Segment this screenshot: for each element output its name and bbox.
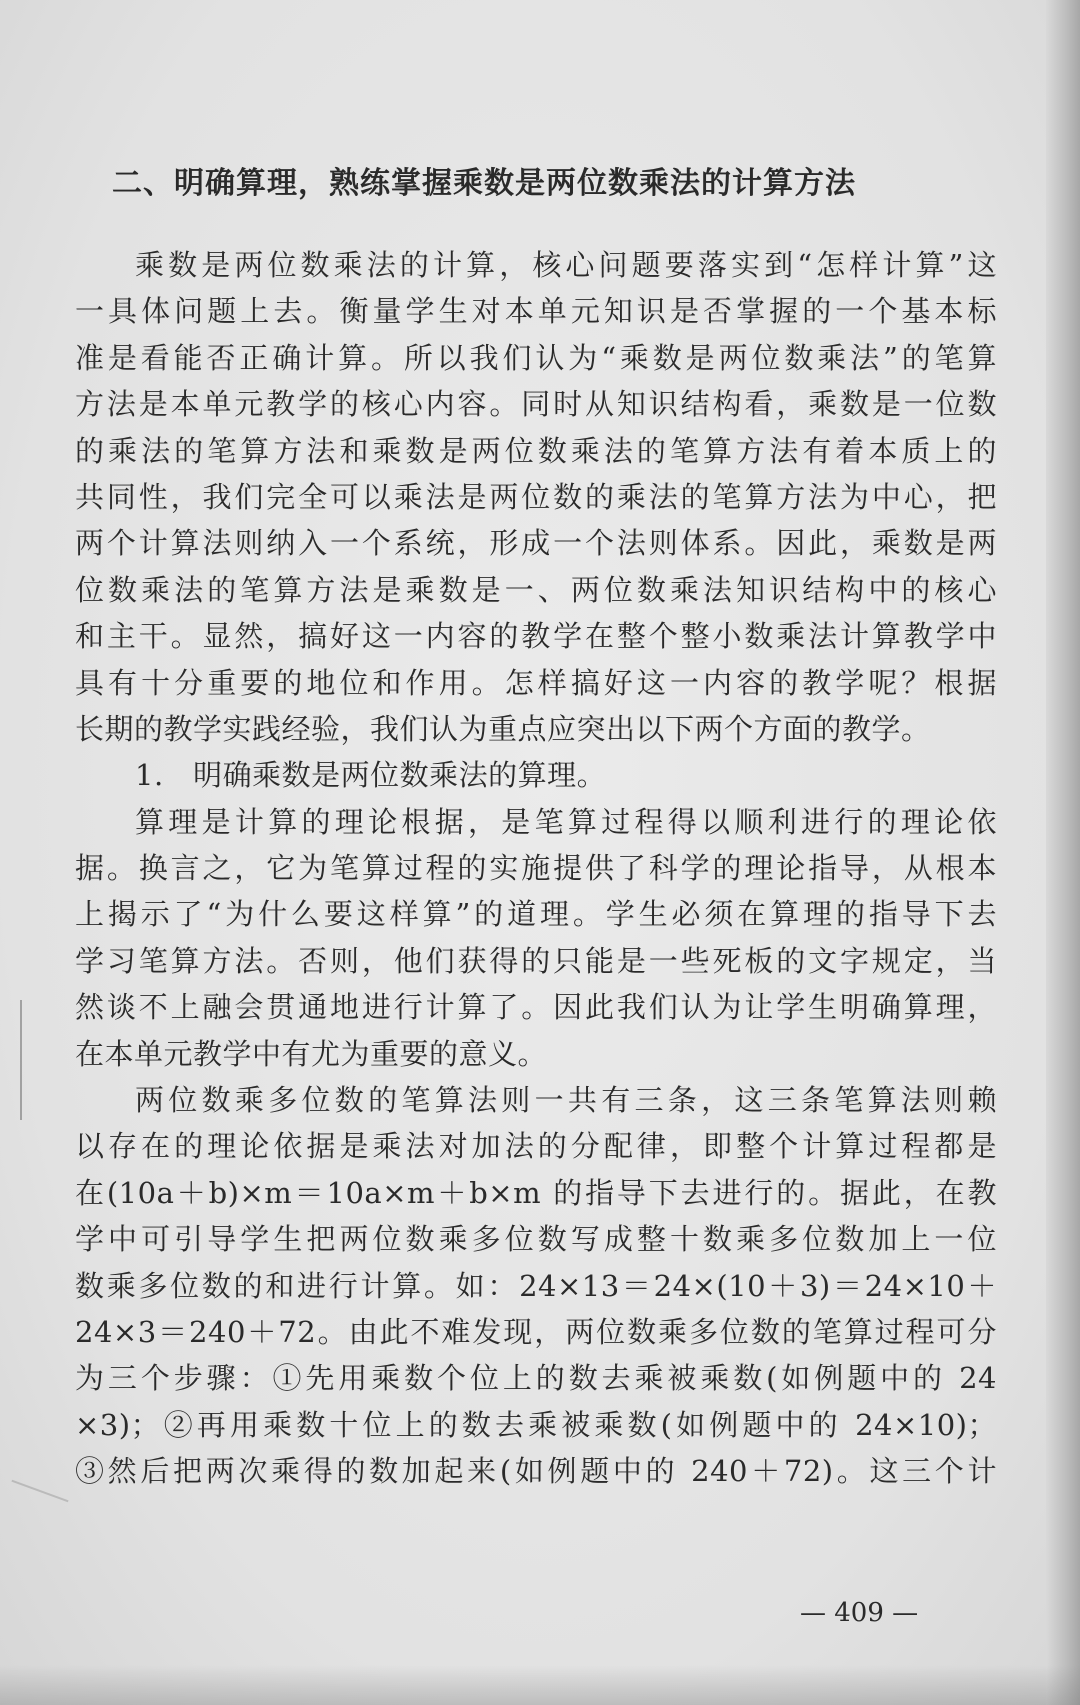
text-line: 数乘多位数的和进行计算。如：24×13＝24×(10＋3)＝24×10＋ xyxy=(75,1268,997,1303)
text-line: 准是看能否正确计算。所以我们认为“乘数是两位数乘法”的笔算 xyxy=(75,340,997,375)
text-line: 据。换言之，它为笔算过程的实施提供了科学的理论指导，从根本 xyxy=(75,851,997,886)
margin-pencil-stroke xyxy=(11,1480,68,1502)
text-line: 具有十分重要的地位和作用。怎样搞好这一内容的教学呢？根据 xyxy=(75,665,997,700)
text-line: 以存在的理论依据是乘法对加法的分配律，即整个计算过程都是 xyxy=(75,1129,997,1164)
text-line: 的乘法的笔算方法和乘数是两位数乘法的笔算方法有着本质上的 xyxy=(75,433,997,468)
text-line: 在(10a＋b)×m＝10a×m＋b×m 的指导下去进行的。据此，在教 xyxy=(75,1175,997,1210)
text-line: 然谈不上融会贯通地进行计算了。因此我们认为让学生明确算理， xyxy=(75,990,997,1025)
text-line: 两位数乘多位数的笔算法则一共有三条，这三条笔算法则赖 xyxy=(135,1083,997,1118)
text-line: 在本单元教学中有尤为重要的意义。 xyxy=(75,1036,548,1071)
text-line: 学习笔算方法。否则，他们获得的只能是一些死板的文字规定，当 xyxy=(75,943,997,978)
text-line: ③然后把两次乘得的数加起来(如例题中的 240＋72)。这三个计 xyxy=(75,1454,997,1489)
text-line: 长期的教学实践经验，我们认为重点应突出以下两个方面的教学。 xyxy=(75,711,931,746)
text-line: 24×3＝240＋72。由此不难发现，两位数乘多位数的笔算过程可分 xyxy=(75,1314,997,1349)
text-line: 学中可引导学生把两位数乘多位数写成整十数乘多位数加上一位 xyxy=(75,1222,997,1257)
text-line: 方法是本单元教学的核心内容。同时从知识结构看，乘数是一位数 xyxy=(75,387,997,422)
text-line: 算理是计算的理论根据，是笔算过程得以顺利进行的理论依 xyxy=(135,804,997,839)
page-bottom-shadow xyxy=(0,1665,1080,1705)
text-line: 一具体问题上去。衡量学生对本单元知识是否掌握的一个基本标 xyxy=(75,294,997,329)
text-line: 乘数是两位数乘法的计算，核心问题要落实到“怎样计算”这 xyxy=(135,248,997,282)
text-line: 为三个步骤：①先用乘数个位上的数去乘被乘数(如例题中的 24 xyxy=(75,1361,997,1396)
body-text xyxy=(75,242,997,1495)
page-edge-shadow xyxy=(1046,0,1080,1705)
text-line: 两个计算法则纳入一个系统，形成一个法则体系。因此，乘数是两 xyxy=(75,526,997,561)
subsection-title: 1. 明确乘数是两位数乘法的算理。 xyxy=(135,758,607,793)
text-line: 和主干。显然，搞好这一内容的教学在整个整小数乘法计算教学中 xyxy=(75,619,997,654)
text-line: 共同性，我们完全可以乘法是两位数的乘法的笔算方法为中心，把 xyxy=(75,479,997,514)
page-number: — 409 — xyxy=(800,1598,919,1628)
section-heading: 二、明确算理，熟练掌握乘数是两位数乘法的计算方法 xyxy=(112,166,856,201)
text-line: ×3)；②再用乘数十位上的数去乘被乘数(如例题中的 24×10)； xyxy=(75,1407,997,1442)
margin-pencil-mark xyxy=(20,1000,22,1120)
text-line: 上揭示了“为什么要这样算”的道理。学生必须在算理的指导下去 xyxy=(75,897,997,932)
text-line: 位数乘法的笔算方法是乘数是一、两位数乘法知识结构中的核心 xyxy=(75,572,997,607)
